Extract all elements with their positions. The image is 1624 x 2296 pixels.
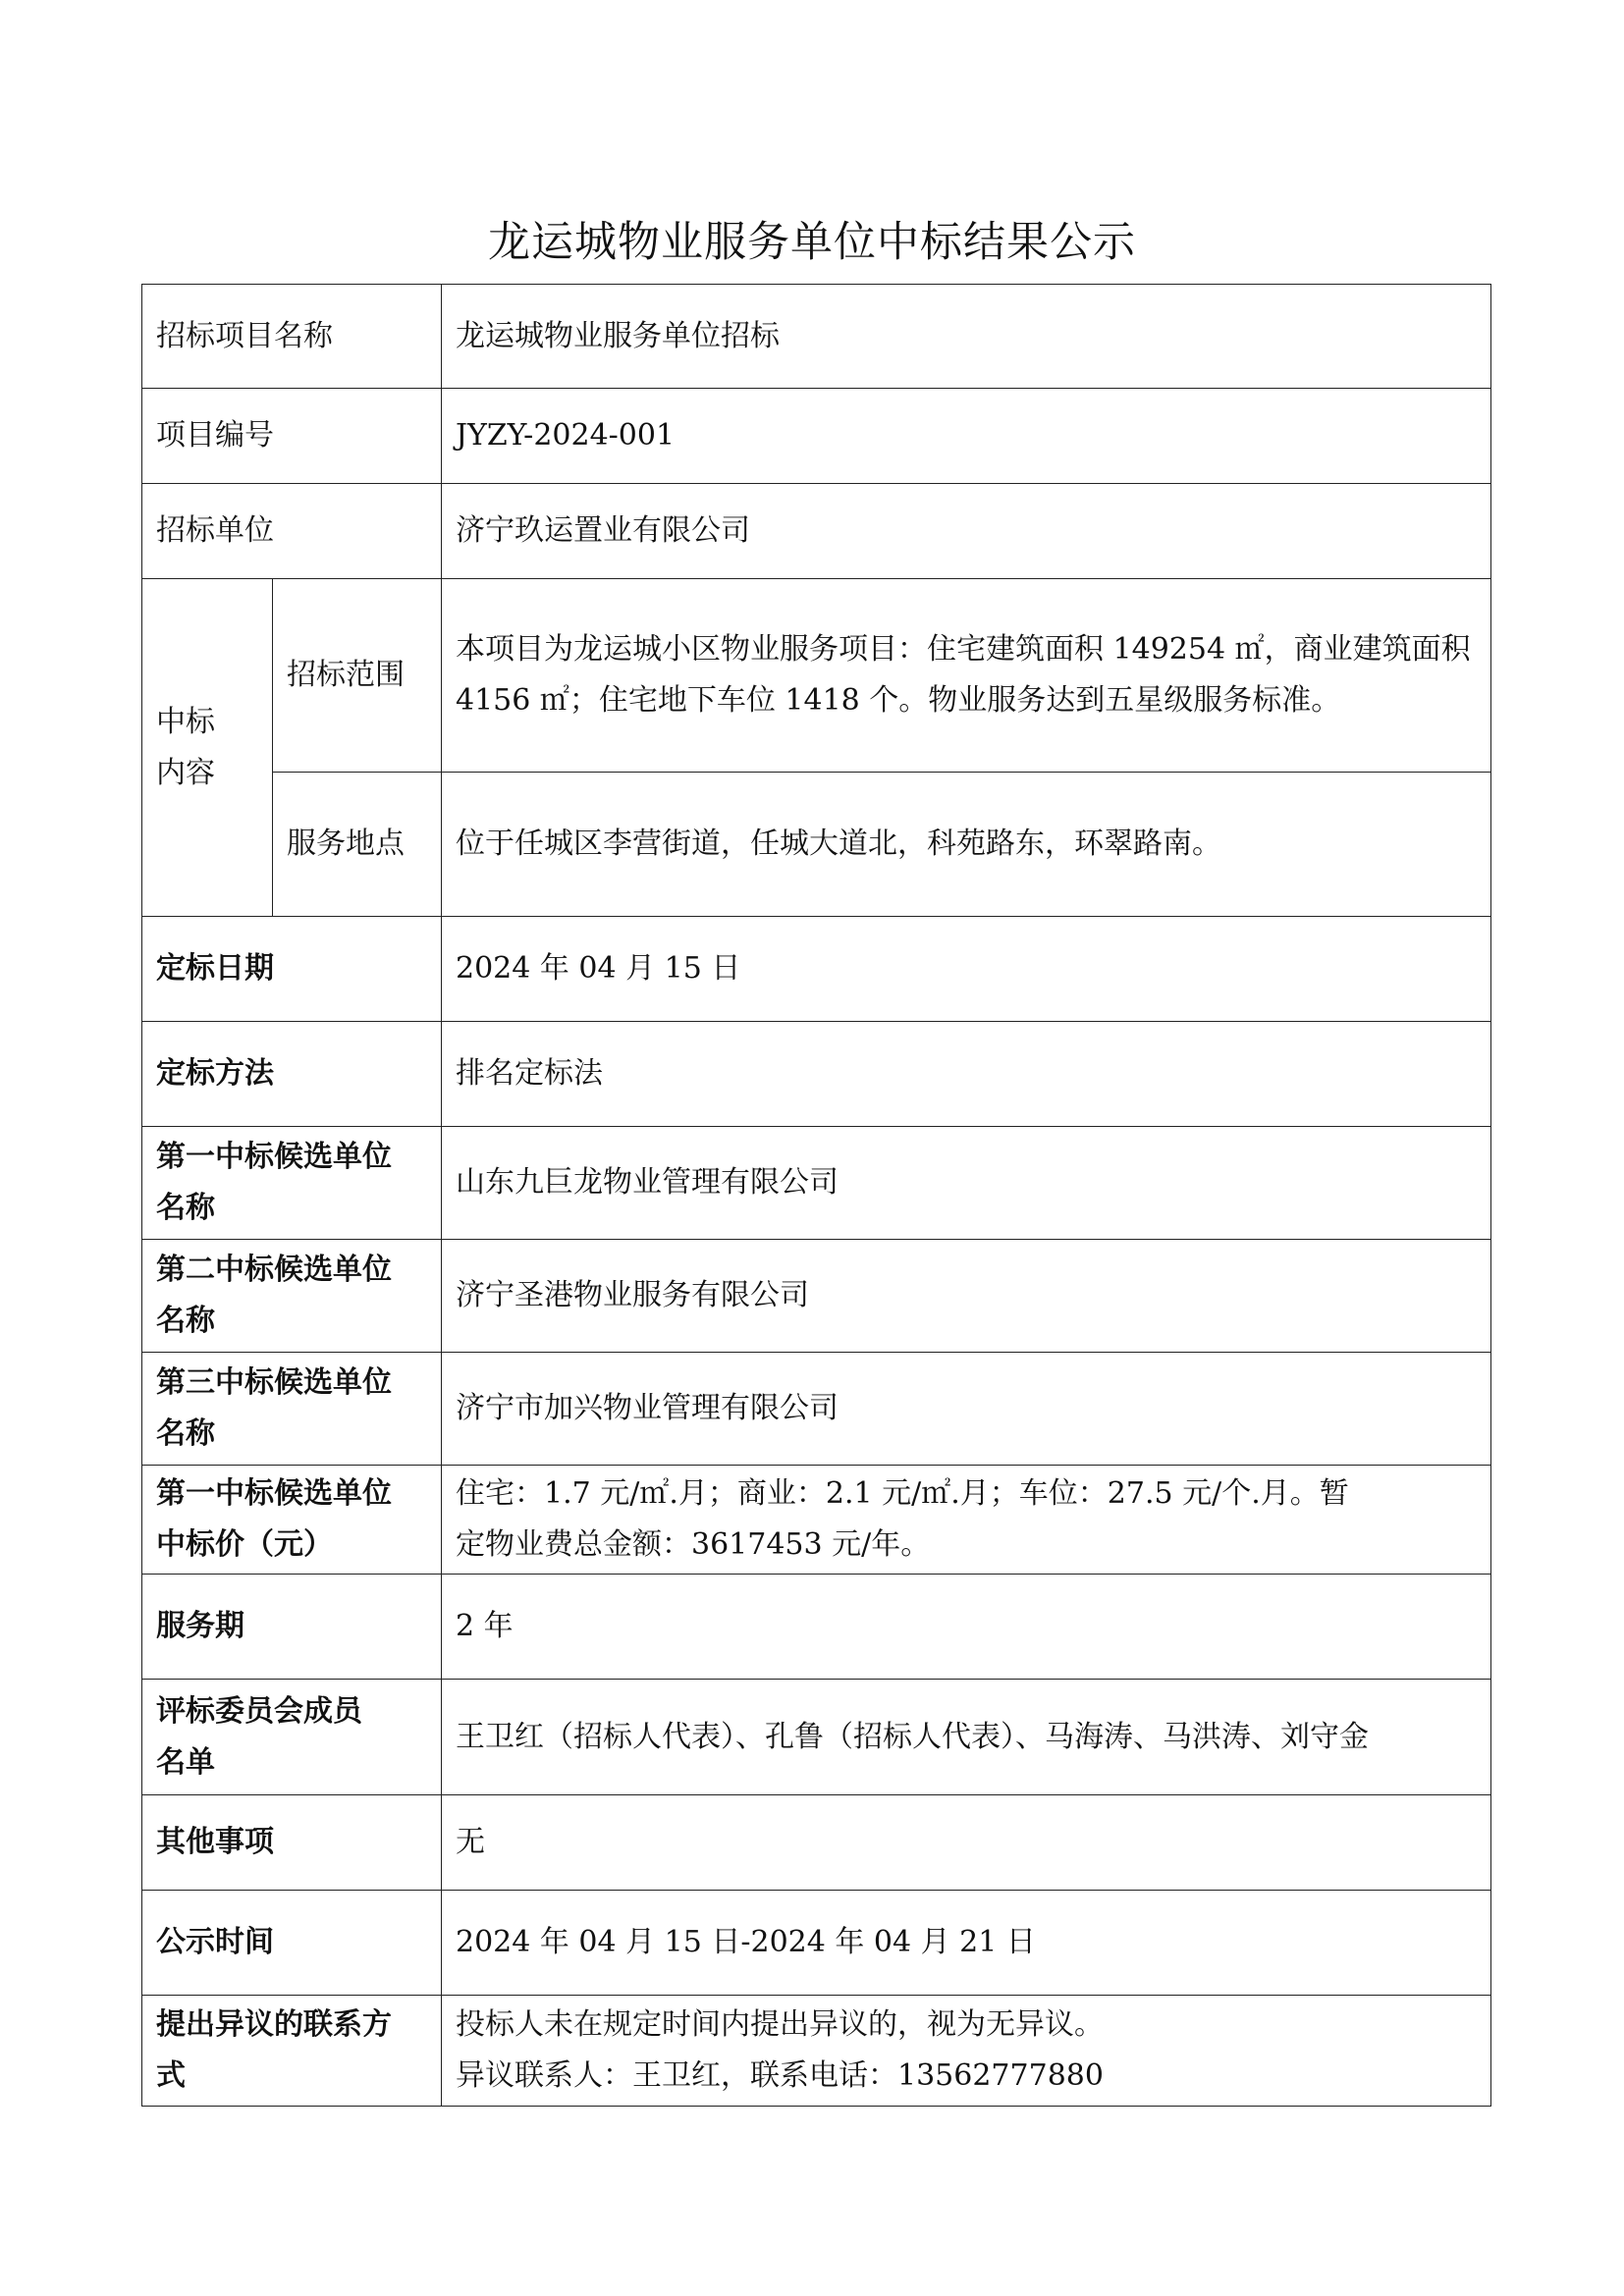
- row-objection: [142, 1996, 1491, 2107]
- row-candidate-3: [142, 1353, 1491, 1466]
- bid-content-label-line2: 内容: [156, 755, 215, 790]
- candidate-1-value: 山东九巨龙物业管理有限公司: [442, 1127, 1491, 1240]
- candidate-1-label-line1: 第一中标候选单位: [156, 1140, 392, 1174]
- row-award-method: [142, 1022, 1491, 1127]
- row-tenderer: [142, 484, 1491, 579]
- row-project-code: [142, 389, 1491, 484]
- row-award-date: [142, 917, 1491, 1022]
- other-value: 无: [442, 1795, 1491, 1891]
- service-period-label: 服务期: [142, 1575, 442, 1680]
- bid-content-label-line1: 中标: [156, 704, 215, 739]
- bid-content-label: [142, 579, 273, 917]
- project-name-label: 招标项目名称: [142, 285, 442, 389]
- candidate-2-label-line1: 第二中标候选单位: [156, 1253, 392, 1287]
- award-date-label: 定标日期: [142, 917, 442, 1022]
- row-service-period: [142, 1575, 1491, 1680]
- objection-label-line1: 提出异议的联系方: [156, 2007, 392, 2042]
- bid-price-value-line2: 定物业费总金额：3617453 元/年。: [456, 1527, 931, 1562]
- project-name-value: 龙运城物业服务单位招标: [442, 285, 1491, 389]
- objection-label-line2: 式: [156, 2058, 186, 2093]
- row-committee: [142, 1680, 1491, 1795]
- service-location-label: 服务地点: [273, 773, 442, 917]
- candidate-2-label-line2: 名称: [156, 1304, 215, 1338]
- committee-label-line1: 评标委员会成员: [156, 1693, 362, 1729]
- objection-value-line2: 异议联系人：王卫红，联系电话：13562777880: [456, 2058, 1104, 2093]
- candidate-2-value: 济宁圣港物业服务有限公司: [442, 1240, 1491, 1353]
- award-method-label: 定标方法: [142, 1022, 442, 1127]
- project-code-value: JYZY-2024-001: [442, 389, 1491, 484]
- committee-value: 王卫红（招标人代表）、孔鲁（招标人代表）、马海涛、马洪涛、刘守金: [442, 1680, 1491, 1795]
- objection-label: [142, 1996, 442, 2107]
- objection-value-line1: 投标人未在规定时间内提出异议的，视为无异议。: [456, 2007, 1104, 2042]
- candidate-1-label: [142, 1127, 442, 1240]
- award-date-value: 2024 年 04 月 15 日: [442, 917, 1491, 1022]
- bid-price-value-line1: 住宅：1.7 元/㎡.月；商业：2.1 元/㎡.月；车位：27.5 元/个.月。暂: [456, 1476, 1349, 1511]
- tenderer-label: 招标单位: [142, 484, 442, 579]
- project-code-label: 项目编号: [142, 389, 442, 484]
- candidate-3-label: [142, 1353, 442, 1466]
- bid-price-label-line1: 第一中标候选单位: [156, 1476, 392, 1511]
- row-other: [142, 1795, 1491, 1891]
- candidate-2-label: [142, 1240, 442, 1353]
- committee-label-line2: 名单: [156, 1744, 215, 1780]
- row-project-name: [142, 285, 1491, 389]
- other-label: 其他事项: [142, 1795, 442, 1891]
- bid-price-label: [142, 1466, 442, 1575]
- row-service-location: [142, 773, 1491, 917]
- candidate-3-value: 济宁市加兴物业管理有限公司: [442, 1353, 1491, 1466]
- bid-result-table: [141, 284, 1491, 2107]
- candidate-3-label-line1: 第三中标候选单位: [156, 1365, 392, 1400]
- tenderer-value: 济宁玖运置业有限公司: [442, 484, 1491, 579]
- bid-price-value: [442, 1466, 1491, 1575]
- bid-scope-label: 招标范围: [273, 579, 442, 773]
- row-candidate-2: [142, 1240, 1491, 1353]
- row-bid-scope: [142, 579, 1491, 773]
- objection-value: [442, 1996, 1491, 2107]
- committee-label: [142, 1680, 442, 1795]
- bid-scope-value: 本项目为龙运城小区物业服务项目：住宅建筑面积 149254 ㎡，商业建筑面积 4156 ㎡；住宅地下车位 1418 个。物业服务达到五星级服务标准。: [442, 579, 1491, 773]
- row-bid-price: [142, 1466, 1491, 1575]
- award-method-value: 排名定标法: [442, 1022, 1491, 1127]
- publicity-period-label: 公示时间: [142, 1891, 442, 1996]
- service-location-value: 位于任城区李营街道，任城大道北，科苑路东，环翠路南。: [442, 773, 1491, 917]
- row-publicity-period: [142, 1891, 1491, 1996]
- publicity-period-value: 2024 年 04 月 15 日-2024 年 04 月 21 日: [442, 1891, 1491, 1996]
- row-candidate-1: [142, 1127, 1491, 1240]
- candidate-1-label-line2: 名称: [156, 1191, 215, 1225]
- candidate-3-label-line2: 名称: [156, 1416, 215, 1451]
- page-title: 龙运城物业服务单位中标结果公示: [488, 218, 1136, 267]
- service-period-value: 2 年: [442, 1575, 1491, 1680]
- bid-price-label-line2: 中标价（元）: [156, 1527, 333, 1562]
